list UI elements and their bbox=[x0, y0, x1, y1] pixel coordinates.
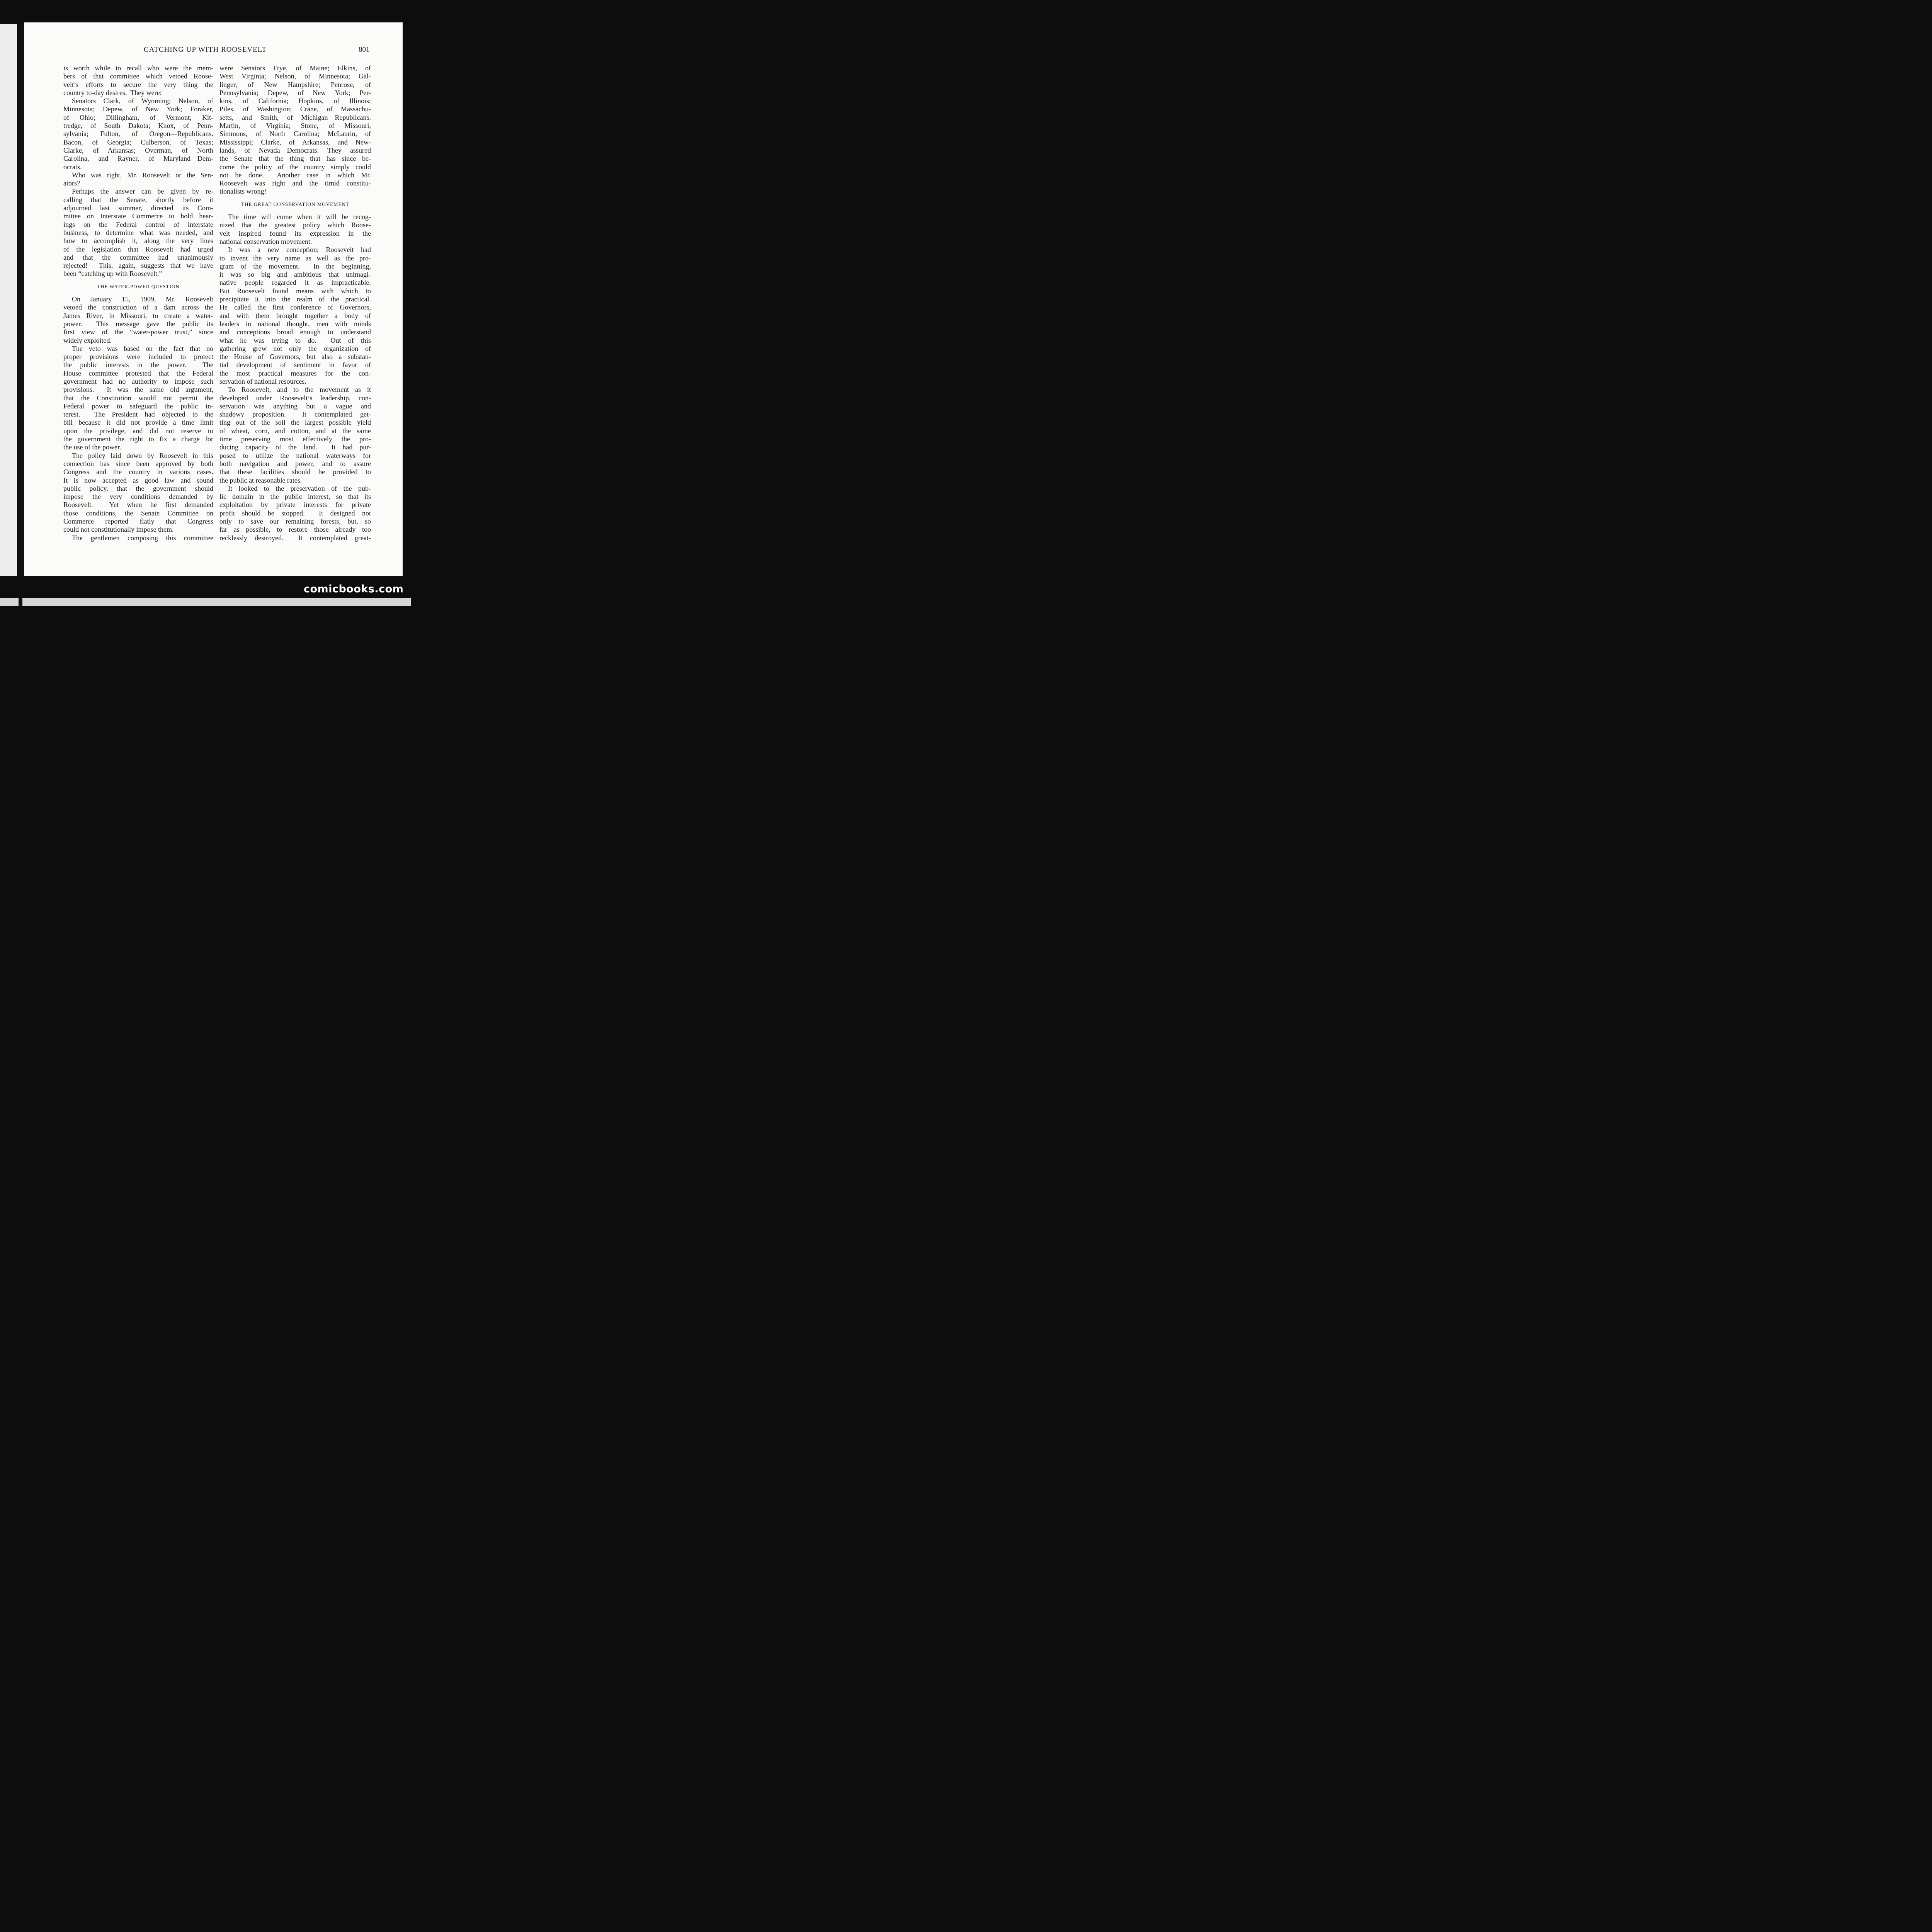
text-line: the House of Governors, but also a substan- bbox=[219, 353, 371, 361]
text-line: Bacon, of Georgia; Culberson, of Texas; bbox=[63, 138, 213, 146]
text-line: power. This message gave the public its bbox=[63, 320, 213, 328]
text-line: upon the privilege, and did not reserve to bbox=[63, 427, 213, 435]
text-line: country to-day desires. They were: bbox=[63, 88, 162, 97]
text-line: how to accomplish it, along the very lines bbox=[63, 237, 213, 245]
text-line: native people regarded it as impracticable. bbox=[219, 279, 371, 287]
text-line: provisions. It was the same old argument, bbox=[63, 386, 213, 394]
right-text-column bbox=[219, 64, 371, 542]
adjacent-page-edge bbox=[0, 24, 17, 576]
text-line: The policy laid down by Roosevelt in this bbox=[72, 451, 213, 459]
text-line: those conditions, the Senate Committee on bbox=[63, 509, 213, 517]
text-line: But Roosevelt found means with which to bbox=[219, 287, 371, 295]
text-line: lic domain in the public interest, so that its bbox=[219, 493, 371, 501]
text-line: shadowy proposition. It contemplated get- bbox=[219, 410, 371, 418]
text-line: could not constitutionally impose them. bbox=[63, 526, 174, 534]
text-line: James River, in Missouri, to create a water- bbox=[63, 311, 213, 320]
text-line: ting out of the soil the largest possible yield bbox=[219, 418, 371, 427]
text-line: and with them brought together a body of bbox=[219, 311, 371, 320]
text-line: time preserving most effectively the pro- bbox=[219, 435, 371, 443]
text-line: Mississippi; Clarke, of Arkansas, and New- bbox=[219, 138, 371, 146]
text-line: of the legislation that Roosevelt had urged bbox=[63, 245, 213, 253]
text-line: mittee on Interstate Commerce to hold hear- bbox=[63, 212, 213, 220]
text-line: On January 15, 1909, Mr. Roosevelt bbox=[72, 295, 213, 303]
text-line: He called the first conference of Governors, bbox=[219, 303, 371, 311]
text-line: only to save our remaining forests, but, so bbox=[219, 517, 371, 526]
text-line: Pennsylvania; Depew, of New York; Per- bbox=[219, 88, 371, 97]
watermark-text: comicbooks.com bbox=[304, 583, 404, 595]
text-line: velt’s efforts to secure the very thing the bbox=[63, 80, 213, 88]
text-line: and conceptions broad enough to understand bbox=[219, 328, 371, 336]
text-line: The gentlemen composing this committee bbox=[72, 534, 213, 542]
text-line: the use of the power. bbox=[63, 443, 121, 451]
text-line: recklessly destroyed. It contemplated great- bbox=[219, 534, 371, 542]
text-line: sylvania; Fulton, of Oregon—Republicans. bbox=[63, 130, 213, 138]
text-line: Roosevelt. Yet when he first demanded bbox=[63, 501, 213, 509]
running-title: CATCHING UP WITH ROOSEVELT bbox=[144, 46, 267, 54]
text-line: ings on the Federal control of interstate bbox=[63, 220, 213, 228]
text-line: what he was trying to do. Out of this bbox=[219, 336, 371, 344]
text-line: of wheat, corn, and cotton, and at the same bbox=[219, 427, 371, 435]
text-line: Simmons, of North Carolina; McLaurin, of bbox=[219, 130, 371, 138]
text-line: it was so big and ambitious that unimagi- bbox=[219, 270, 371, 279]
text-line: proper provisions were included to protect bbox=[63, 353, 213, 361]
text-line: setts, and Smith, of Michigan—Republicans. bbox=[219, 113, 371, 121]
text-line: precipitate it into the realm of the practical. bbox=[219, 295, 371, 303]
text-line: far as possible, to restore those already too bbox=[219, 526, 371, 534]
text-line: national conservation movement. bbox=[219, 237, 312, 245]
text-line: Who was right, Mr. Roosevelt or the Sen- bbox=[72, 171, 213, 179]
text-line: bers of that committee which vetoed Roose- bbox=[63, 72, 213, 80]
text-line: were Senators Frye, of Maine; Elkins, of bbox=[219, 64, 371, 72]
text-line: It looked to the preservation of the pub- bbox=[228, 484, 371, 492]
text-line: To Roosevelt, and to the movement as it bbox=[228, 386, 371, 394]
text-line: ators? bbox=[63, 179, 80, 187]
text-line: Congress and the country in various cases. bbox=[63, 468, 213, 476]
text-line: Perhaps the answer can be given by re- bbox=[72, 187, 213, 196]
text-line: to invent the very name as well as the pro- bbox=[219, 254, 371, 262]
text-line: lands, of Nevada—Democrats. They assured bbox=[219, 146, 371, 154]
text-line: Piles, of Washington; Crane, of Massachu- bbox=[219, 105, 371, 113]
text-line: Senators Clark, of Wyoming; Nelson, of bbox=[72, 97, 213, 105]
text-line: servation of national resources. bbox=[219, 377, 306, 385]
text-line: government had no authority to impose such bbox=[63, 377, 213, 385]
text-line: tionalists wrong! bbox=[219, 187, 267, 196]
text-line: the public at reasonable rates. bbox=[219, 476, 302, 484]
text-line: It is now accepted as good law and sound bbox=[63, 476, 213, 484]
text-line: House committee protested that the Federal bbox=[63, 369, 213, 377]
text-line: Minnesota; Depew, of New York; Foraker, bbox=[63, 105, 213, 113]
text-line: vetoed the construction of a dam across the bbox=[63, 303, 213, 311]
text-line: that these facilities should be provided to bbox=[219, 468, 371, 476]
text-line: Carolina, and Rayner, of Maryland—Dem- bbox=[63, 155, 213, 163]
text-line: public policy, that the government should bbox=[63, 484, 213, 492]
left-text-column bbox=[63, 64, 213, 542]
text-line: the government the right to fix a charge for bbox=[63, 435, 213, 443]
text-line: It was a new conception; Roosevelt had bbox=[228, 246, 371, 254]
text-line: connection has since been approved by both bbox=[63, 459, 213, 468]
text-line: been “catching up with Roosevelt.” bbox=[63, 270, 162, 278]
text-line: velt inspired found its expression in the bbox=[219, 229, 371, 237]
text-line: of Ohio; Dillingham, of Vermont; Kit- bbox=[63, 113, 213, 121]
text-line: leaders in national thought, men with minds bbox=[219, 320, 371, 328]
text-line: The veto was based on the fact that no bbox=[72, 344, 213, 352]
text-line: come the policy of the country simply could bbox=[219, 163, 371, 171]
text-line: kins, of California; Hopkins, of Illinois; bbox=[219, 97, 371, 105]
text-line: tredge, of South Dakota; Knox, of Penn- bbox=[63, 122, 213, 130]
text-line: gram of the movement. In the beginning, bbox=[219, 262, 371, 270]
text-line: Martin, of Virginia; Stone, of Missouri, bbox=[219, 122, 371, 130]
text-line: terest. The President had objected to the bbox=[63, 410, 213, 418]
text-line: the Senate that the thing that has since be- bbox=[219, 155, 371, 163]
text-line: ocrats. bbox=[63, 163, 82, 171]
text-line: calling that the Senate, shortly before it bbox=[63, 196, 213, 204]
text-line: servation was anything but a vague and bbox=[219, 402, 371, 410]
text-line: Federal power to safeguard the public in- bbox=[63, 402, 213, 410]
text-line: not be done. Another case in which Mr. bbox=[219, 171, 371, 179]
text-line: linger, of New Hampshire; Penrose, of bbox=[219, 80, 371, 88]
text-line: The time will come when it will be recog- bbox=[228, 213, 371, 221]
text-line: Roosevelt was right and the timid constitu- bbox=[219, 179, 371, 187]
text-line: is worth while to recall who were the mem- bbox=[63, 64, 213, 72]
text-line: profit should be stopped. It designed not bbox=[219, 509, 371, 517]
page-number: 801 bbox=[359, 46, 370, 54]
text-line: and that the committee had unanimously bbox=[63, 253, 213, 261]
text-line: that the Constitution would not permit the bbox=[63, 394, 213, 402]
text-line: posed to utilize the national waterways for bbox=[219, 451, 371, 459]
section-heading: THE WATER-POWER QUESTION bbox=[97, 283, 180, 289]
text-line: Clarke, of Arkansas; Overman, of North bbox=[63, 146, 213, 154]
text-line: Commerce reported flatly that Congress bbox=[63, 517, 213, 526]
text-line: business, to determine what was needed, and bbox=[63, 228, 213, 236]
text-line: developed under Roosevelt’s leadership, con- bbox=[219, 394, 371, 402]
text-line: the public interests in the power. The bbox=[63, 361, 213, 369]
section-heading: THE GREAT CONSERVATION MOVEMENT bbox=[241, 201, 349, 207]
text-line: rejected! This, again, suggests that we have bbox=[63, 262, 213, 270]
text-line: adjourned last summer, directed its Com- bbox=[63, 204, 213, 212]
text-line: nized that the greatest policy which Roose- bbox=[219, 221, 371, 229]
text-line: both navigation and power, and to assure bbox=[219, 459, 371, 468]
text-line: impose the very conditions demanded by bbox=[63, 493, 213, 501]
text-line: ducing capacity of the land. It had pur- bbox=[219, 443, 371, 451]
text-line: West Virginia; Nelson, of Minnesota; Gal- bbox=[219, 72, 371, 80]
text-line: tial development of sentiment in favor of bbox=[219, 361, 371, 369]
text-line: widely exploited. bbox=[63, 336, 112, 344]
text-line: exploitation by private interests for private bbox=[219, 501, 371, 509]
text-line: bill because it did not provide a time limit bbox=[63, 418, 213, 427]
text-line: the most practical measures for the con- bbox=[219, 369, 371, 377]
next-page-strip bbox=[0, 598, 411, 606]
text-line: first view of the “water-power trust,” since bbox=[63, 328, 213, 336]
text-line: gathering grew not only the organization of bbox=[219, 344, 371, 352]
